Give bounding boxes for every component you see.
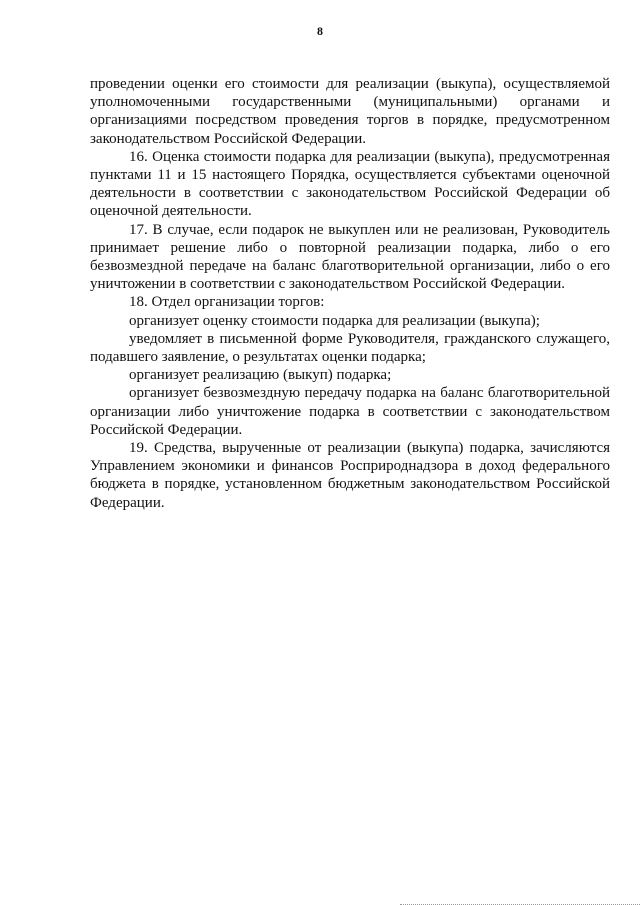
paragraph-18-item-1: организует оценку стоимости подарка для реализации (выкупа); [129,312,540,329]
paragraph-18-item-3: организует реализацию (выкуп) подарка; [129,367,392,384]
paragraph-18-item-2: уведомляет в письменной форме Руководителя, гражданского служащего, подавшего заявление, о результатах оценки подарка; [90,330,610,366]
paragraph-18: 18. Отдел организации торгов: [129,294,325,311]
paragraph-19: 19. Средства, вырученные от реализации (выкупа) подарка, зачисляются Управлением экономики и финансов Росприроднадзора в доход федерального бюджета в порядке, установленном бюджетным законодательством Российской Федерации. [90,440,610,511]
paragraph-16: 16. Оценка стоимости подарка для реализации (выкупа), предусмотренная пунктами 11 и 15 настоящего Порядка, осуществляется субъектами оценочной деятельности в соответствии с законодательством Российской Федерации об оценочной деятельности. [90,148,610,220]
page-number: 8 [317,24,323,38]
paragraph-17: 17. В случае, если подарок не выкуплен или не реализован, Руководитель принимает решение либо о повторной реализации подарка, либо о его безвозмездной передаче на баланс благотворительной организации, либо о его уничтожении в соответствии с законодательством Российской Федерации. [90,221,610,293]
document-body [90,75,610,512]
paragraph-continuation: проведении оценки его стоимости для реализации (выкупа), осуществляемой уполномоченными государственными (муниципальными) органами и организациями посредством проведения торгов в порядке, предусмотренном законодательством Российской Федерации. [90,76,610,147]
paragraph-18-item-4: организует безвозмездную передачу подарка на баланс благотворительной организации либо уничтожение подарка в соответствии с законодательством Российской Федерации. [90,385,610,438]
scan-edge-marks [400,898,640,905]
